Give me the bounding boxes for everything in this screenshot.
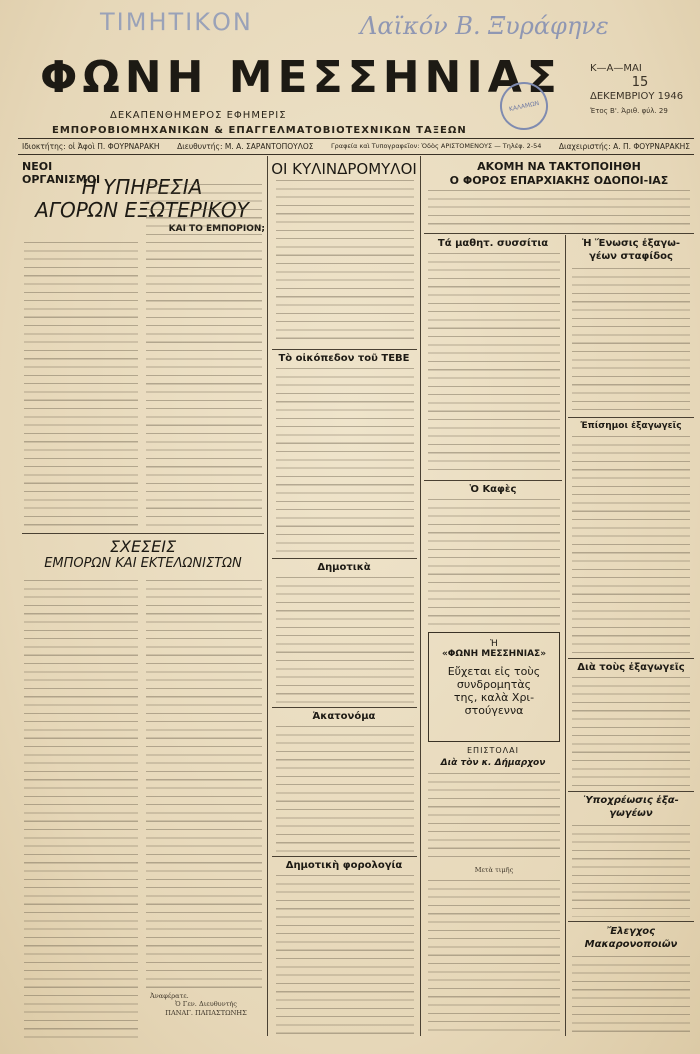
relations-title-line1: ΣΧΕΣΕΙΣ — [109, 537, 177, 556]
col4-rule-4 — [568, 921, 694, 922]
relations-signature — [150, 992, 262, 1017]
official-exporters-body — [572, 436, 690, 654]
tebe-title: Τὸ οἰκόπεδον τοῦ ΤΕΒΕ — [278, 353, 410, 364]
letter-signoff: Μετὰ τιμῆς — [474, 866, 514, 874]
tax-headline-line2: Ο ΦΟΡΟΣ ΕΠΑΡΧΙΑΚΗΣ ΟΔΟΠΟΙ-ΙΑΣ — [449, 174, 669, 187]
article-title-line2: ΑΓΟΡΩΝ ΕΞΩΤΕΡΙΚΟΥ — [35, 198, 249, 222]
greeting-line4: στούγεννα — [464, 704, 524, 717]
greeting-line3: της, καλὰ Χρι- — [453, 691, 535, 704]
municipal-body — [276, 577, 414, 703]
col2-rule-1 — [272, 349, 417, 350]
for-exporters-body — [572, 677, 690, 787]
exporter-obligation-title-2: γωγέων — [609, 808, 653, 819]
date-day: 15 — [631, 75, 649, 90]
municipal-title: Δημοτικὰ — [317, 562, 371, 573]
exporter-obligation-body — [572, 825, 690, 917]
date-block — [590, 62, 690, 118]
signature-line3: ΠΑΝΑΓ. ΠΑΠΑΣΤΩΝΗΣ — [165, 1008, 247, 1017]
raisin-union-title-1: Ἡ Ἕνωσις ἐξαγω- — [581, 238, 681, 249]
pasta-control-title-1: Ἔλεγχος — [606, 926, 656, 937]
tebe-body — [276, 368, 414, 554]
letter-body-1 — [428, 773, 560, 863]
signature-line1: Ἀναφέρατε. — [150, 992, 189, 1000]
school-meals-body — [428, 253, 560, 475]
letter-body-2 — [428, 880, 560, 1037]
greeting-line2: συνδρομητὰς — [456, 678, 532, 691]
letters-section-title: ΕΠΙΣΤΟΛΑΙ — [467, 746, 519, 755]
col2-rule-2 — [272, 558, 417, 559]
office-info: Γραφεία καὶ Τυπογραφεῖον: Ὁδὸς ΑΡΙΣΤΟΜΕΝΟΥΣ — Τηλέφ. 2-54 — [331, 142, 542, 150]
col3-rule-top — [424, 233, 694, 234]
article-title-line1: Η ΥΠΗΡΕΣΙΑ — [81, 175, 203, 199]
christmas-greeting-box — [428, 632, 560, 742]
school-meals-title: Τά μαθητ. συσσίτια — [437, 238, 549, 249]
pasta-control-body — [572, 956, 690, 1037]
raisin-union-title-2: γέων σταφίδος — [589, 251, 673, 262]
greeting-paper-name: «ΦΩΝΗ ΜΕΣΣΗΝΙΑΣ» — [441, 649, 547, 659]
article-title-line3: ΚΑΙ ΤΟ ΕΜΠΟΡΙΟΝ; — [168, 224, 265, 234]
article-body-left — [24, 242, 138, 527]
handwritten-note: Λαϊκόν Β. Ξυράφηνε — [360, 12, 609, 40]
column-rule-3 — [565, 235, 566, 1036]
letter-to-mayor: Διὰ τὸν κ. Δήμαρχον — [440, 758, 546, 768]
column-rule-2 — [420, 156, 421, 1036]
coffee-title: Ὁ Καφὲς — [469, 484, 517, 495]
coffee-body — [428, 499, 560, 625]
relations-body-right — [146, 580, 262, 990]
col4-rule-2 — [568, 658, 694, 659]
column-rule-1 — [267, 156, 268, 1036]
pasta-control-title-2: Μακαρονοποιῶν — [584, 939, 678, 950]
issue-number: Έτος Β'. Άριθ. φύλ. 29 — [590, 107, 668, 115]
honorary-stamp: ΤΙΜΗΤΙΚΟΝ — [100, 8, 253, 36]
relations-body-left — [24, 580, 138, 1040]
municipal-tax-title: Δημοτικὴ φορολογία — [285, 860, 403, 871]
municipal-tax-body — [276, 875, 414, 1037]
unregulated-title: Ἀκατονόμα — [312, 711, 376, 722]
raisin-union-body — [572, 268, 690, 413]
publisher-info-bar — [18, 138, 694, 155]
subtitle-audience: ΕΜΠΟΡΟΒΙΟΜΗΧΑΝΙΚΩΝ & ΕΠΑΓΓΕΛΜΑΤΟΒΙΟΤΕΧΝΙΚΩΝ ΤΑΞΕΩΝ — [52, 125, 467, 136]
date-month-year: ΔΕΚΕΜΒΡΙΟΥ 1946 — [590, 91, 684, 102]
library-seal: ΚΑΛΑΜΩΝ — [496, 78, 553, 135]
tax-headline-line1: ΑΚΟΜΗ ΝΑ ΤΑΚΤΟΠΟΙΗΘΗ — [477, 160, 641, 173]
mills-body — [276, 180, 414, 345]
new-organizations-kicker: ΝΕΟΙ ΟΡΓΑΝΙΣΜΟΙ — [22, 160, 101, 186]
exporter-obligation-title-1: Ὑποχρέωσις ἐξα- — [583, 795, 679, 806]
col3-rule-1 — [424, 480, 562, 481]
mills-title: ΟΙ ΚΥΛΙΝΔΡΟΜΥΛΟΙ — [271, 160, 417, 178]
article-body-right — [146, 184, 262, 527]
for-exporters-title: Διὰ τοὺς ἐξαγωγεῖς — [577, 662, 685, 673]
col2-rule-3 — [272, 707, 417, 708]
greeting-line1: Εὔχεται εἰς τοὺς — [447, 665, 541, 678]
admin-info: Διαχειριστής: Α. Π. ΦΟΥΡΝΑΡΑΚΗΣ — [558, 142, 690, 151]
unregulated-body — [276, 726, 414, 852]
subtitle-frequency: ΔΕΚΑΠΕΝΘΗΜΕΡΟΣ ΕΦΗΜΕΡΙΣ — [110, 110, 287, 121]
col4-rule-3 — [568, 791, 694, 792]
owner-info: Ιδιοκτήτης: οἱ Ἀφοὶ Π. ΦΟΥΡΝΑΡΑΚΗ — [22, 142, 160, 151]
official-exporters-title: Ἐπίσημοι ἐξαγωγεῖς — [580, 421, 682, 431]
col2-rule-4 — [272, 856, 417, 857]
section-rule — [22, 533, 264, 534]
col4-rule-1 — [568, 417, 694, 418]
masthead-title: ΦΩΝΗ ΜΕΣΣΗΝΙΑΣ — [40, 52, 562, 103]
date-city: Κ—Α—ΜΑΙ — [590, 63, 642, 74]
signature-line2: Ὁ Γεν. Διευθυντής — [174, 1000, 237, 1009]
greeting-intro: Ἡ — [490, 639, 498, 649]
director-info: Διευθυντής: Μ. Α. ΣΑΡΑΝΤΟΠΟΥΛΟΣ — [177, 142, 314, 151]
relations-title-line2: ΕΜΠΟΡΩΝ ΚΑΙ ΕΚΤΕΛΩΝΙΣΤΩΝ — [44, 556, 242, 571]
tax-body — [428, 190, 690, 230]
